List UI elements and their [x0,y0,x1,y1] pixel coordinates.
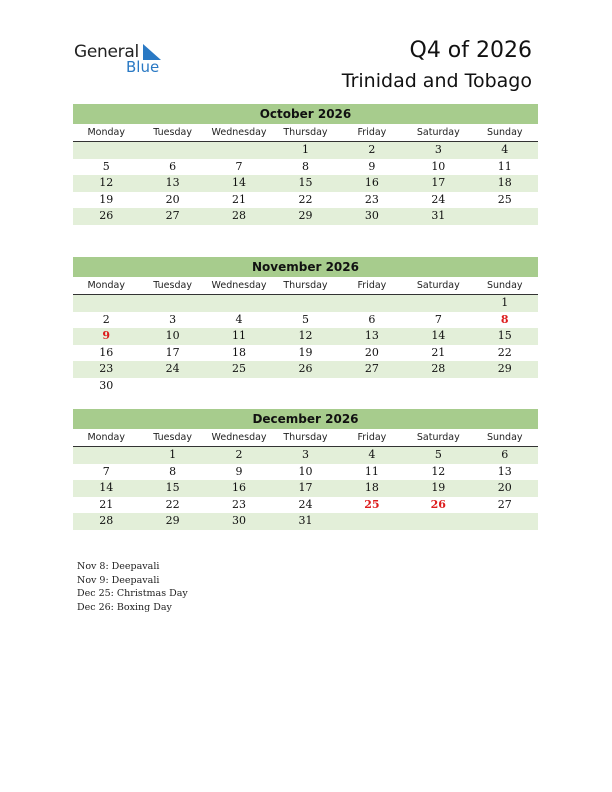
day-cell: 31 [298,514,313,528]
day-cell: 21 [232,192,247,206]
day-cell: 6 [169,159,177,173]
day-cell: 9 [368,159,376,173]
day-cell: 30 [99,378,114,392]
day-cell: 5 [434,448,442,461]
day-cell [272,295,338,312]
day-cell: 18 [497,176,512,190]
day-cell: 12 [99,176,114,190]
day-cell: 15 [497,329,512,343]
day-cell [272,378,338,395]
day-cell: 3 [301,448,309,461]
day-cell: 30 [364,209,379,223]
logo [74,42,174,78]
day-cell: 28 [232,209,247,223]
day-cell: 8 [169,464,177,478]
day-cell: 7 [102,464,110,478]
day-cell: 4 [501,143,509,156]
day-cell [339,378,405,395]
day-cell: 14 [99,481,114,495]
weekday-label: Monday [87,280,125,291]
day-cell: 21 [99,497,114,511]
week-row [73,447,538,464]
day-cell: 14 [431,329,446,343]
weekday-label: Friday [357,127,387,138]
logo-word-blue: Blue [126,58,160,76]
day-cell: 3 [434,143,442,156]
weekday-label: Thursday [283,127,328,138]
day-cell: 13 [364,329,379,343]
day-cell: 18 [232,345,247,359]
day-cell: 19 [431,481,446,495]
day-cell: 15 [298,176,313,190]
weekday-label: Saturday [416,432,460,443]
month-title: November 2026 [73,257,538,277]
day-cell: 16 [99,345,114,359]
day-cell: 20 [364,345,379,359]
day-cell: 20 [497,481,512,495]
day-cell: 24 [298,497,313,511]
day-cell: 1 [301,143,309,156]
week-row [73,208,538,225]
day-cell: 25 [497,192,512,206]
day-cell [73,295,139,312]
weekday-label: Friday [357,432,387,443]
day-cell: 20 [165,192,180,206]
week-row [73,345,538,362]
day-cell: 29 [497,362,512,376]
day-cell: 29 [298,209,313,223]
day-cell [472,513,538,530]
day-cell: 11 [232,329,247,343]
holiday-day-cell: 8 [500,312,509,326]
day-cell: 26 [298,362,313,376]
day-cell: 24 [165,362,180,376]
day-cell: 29 [165,514,180,528]
day-cell: 19 [298,345,313,359]
day-cell [73,447,139,464]
day-cell: 4 [368,448,376,461]
day-cell: 10 [431,159,446,173]
day-cell [206,142,272,159]
day-cell: 24 [431,192,446,206]
week-row [73,295,538,312]
week-row [73,175,538,192]
day-cell [405,295,471,312]
day-cell: 15 [165,481,180,495]
day-cell: 11 [364,464,379,478]
day-cell: 2 [102,312,110,326]
day-cell: 10 [165,329,180,343]
weekday-label: Sunday [486,432,523,443]
day-cell: 27 [364,362,379,376]
holiday-list [77,560,188,614]
day-cell: 17 [165,345,180,359]
day-cell: 28 [431,362,446,376]
day-cell: 6 [368,312,376,326]
weekday-label: Tuesday [153,280,192,291]
day-cell: 16 [232,481,247,495]
day-cell: 2 [368,143,376,156]
day-cell [206,295,272,312]
day-cell: 21 [431,345,446,359]
week-row [73,497,538,514]
holiday-entry: Nov 8: Deepavali [77,561,160,572]
day-cell: 1 [501,296,509,309]
day-cell: 7 [235,159,243,173]
day-cell: 5 [102,159,110,173]
weekday-label: Saturday [416,127,460,138]
week-row [73,159,538,176]
weekday-label: Saturday [416,280,460,291]
day-cell: 30 [232,514,247,528]
weekday-label: Tuesday [153,127,192,138]
weekday-header-row [73,277,538,295]
day-cell: 8 [301,159,309,173]
month-october [73,104,538,225]
holiday-entry: Dec 26: Boxing Day [77,601,172,613]
day-cell: 2 [235,448,243,461]
holiday-day-cell: 25 [364,497,380,511]
week-row [73,328,538,345]
month-november [73,257,538,395]
day-cell: 14 [232,176,247,190]
day-cell [472,208,538,225]
day-cell [139,295,205,312]
holiday-day-cell: 9 [102,329,111,343]
week-row [73,142,538,159]
day-cell: 10 [298,464,313,478]
day-cell: 7 [434,312,442,326]
day-cell [206,378,272,395]
day-cell: 16 [364,176,379,190]
week-row [73,513,538,530]
holiday-entry: Dec 25: Christmas Day [77,588,188,599]
page-title: Q4 of 2026 [409,38,532,63]
day-cell: 23 [364,192,379,206]
week-row [73,480,538,497]
weekday-label: Thursday [283,280,328,291]
week-row [73,378,538,395]
weekday-label: Sunday [486,280,523,291]
day-cell: 17 [298,481,313,495]
weekday-label: Monday [87,127,125,138]
day-cell: 1 [169,448,177,461]
day-cell: 19 [99,192,114,206]
day-cell: 18 [364,481,379,495]
day-cell: 28 [99,514,114,528]
day-cell: 22 [298,192,313,206]
page-subtitle: Trinidad and Tobago [341,70,532,92]
day-cell: 31 [431,209,446,223]
day-cell: 11 [497,159,512,173]
day-cell [405,513,471,530]
weekday-header-row [73,124,538,142]
day-cell [73,142,139,159]
day-cell [339,295,405,312]
day-cell [472,378,538,395]
weekday-label: Sunday [486,127,523,138]
day-cell: 5 [301,312,309,326]
day-cell [139,378,205,395]
day-cell [139,142,205,159]
weekday-label: Tuesday [153,432,192,443]
holiday-day-cell: 26 [430,497,446,511]
day-cell [405,378,471,395]
day-cell: 27 [165,209,180,223]
month-title: December 2026 [73,409,538,429]
day-cell: 22 [497,345,512,359]
day-cell: 12 [298,329,313,343]
week-row [73,312,538,329]
month-title: October 2026 [73,104,538,124]
weekday-label: Wednesday [211,432,267,443]
holiday-entry: Nov 9: Deepavali [77,574,160,586]
day-cell: 23 [232,497,247,511]
month-december [73,409,538,530]
day-cell: 17 [431,176,446,190]
day-cell: 13 [497,464,512,478]
day-cell: 25 [232,362,247,376]
logo-word-general: General [74,42,139,62]
day-cell: 22 [165,497,180,511]
day-cell: 23 [99,362,114,376]
day-cell: 3 [169,312,177,326]
week-row [73,361,538,378]
day-cell: 12 [431,464,446,478]
day-cell: 13 [165,176,180,190]
day-cell: 26 [99,209,114,223]
week-row [73,464,538,481]
weekday-label: Friday [357,280,387,291]
day-cell [339,513,405,530]
weekday-label: Wednesday [211,127,267,138]
week-row [73,192,538,209]
weekday-header-row [73,429,538,447]
weekday-label: Thursday [283,432,328,443]
weekday-label: Wednesday [211,280,267,291]
weekday-label: Monday [87,432,125,443]
day-cell: 9 [235,464,243,478]
day-cell: 4 [235,312,243,326]
day-cell: 6 [501,448,509,461]
day-cell: 27 [497,497,512,511]
